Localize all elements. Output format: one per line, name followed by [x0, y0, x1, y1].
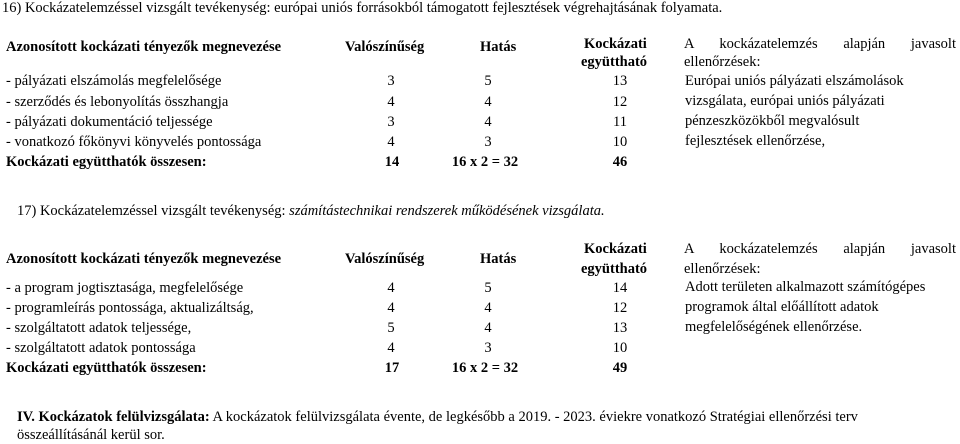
s16-row-4-prob: 4: [387, 134, 395, 150]
s16-row-3-name: - pályázati dokumentáció teljessége: [6, 114, 213, 130]
s17-note-line-1: Adott területen alkalmazott számítógépes: [685, 279, 926, 295]
s17-header-note-1: A kockázatelemzés alapján javasolt: [684, 241, 956, 257]
section-iv-text-1: A kockázatok felülvizsgálata évente, de legkésőbb a 2019. - 2023. éviekre vonatkozó Stratégiai ellenőrzési terv: [209, 409, 858, 425]
s17-row-4-name: - szolgáltatott adatok pontossága: [6, 340, 196, 356]
s16-row-2-name: - szerződés és lebonyolítás összhangja: [6, 94, 229, 110]
s16-row-1-coef: 13: [612, 73, 628, 89]
s17-note-line-2: programok által előállított adatok: [685, 299, 879, 315]
s17-row-3-prob: 5: [387, 320, 395, 336]
s16-header-note-1: A kockázatelemzés alapján javasolt: [684, 36, 956, 52]
s17-row-1-prob: 4: [387, 280, 395, 296]
s17-total-coef: 49: [612, 360, 628, 376]
s17-header-name: Azonosított kockázati tényezők megnevezése: [6, 251, 282, 267]
s17-row-1-impact: 5: [484, 280, 492, 296]
s16-row-4-name: - vonatkozó főkönyvi könyvelés pontossága: [6, 134, 262, 150]
s16-note-line-1: Európai uniós pályázati elszámolások: [685, 73, 904, 89]
s16-row-4-impact: 3: [484, 134, 492, 150]
s17-total-prob: 17: [384, 360, 400, 376]
s16-header-impact: Hatás: [480, 39, 517, 55]
section-iv-label: IV. Kockázatok felülvizsgálata:: [17, 409, 210, 425]
s16-header-probability: Valószínűség: [345, 39, 425, 55]
s17-row-2-prob: 4: [387, 300, 395, 316]
s16-total-name: Kockázati együtthatók összesen:: [6, 154, 207, 170]
s17-row-3-coef: 13: [612, 320, 628, 336]
s16-row-4-coef: 10: [612, 134, 628, 150]
s16-header-coef-2: együttható: [581, 54, 648, 70]
s16-row-1-name: - pályázati elszámolás megfelelősége: [6, 73, 222, 89]
s16-total-impact: 16 x 2 = 32: [451, 154, 519, 170]
s17-header-note-2: ellenőrzések:: [684, 261, 761, 277]
s17-row-4-coef: 10: [612, 340, 628, 356]
s17-row-4-impact: 3: [484, 340, 492, 356]
s16-row-2-coef: 12: [612, 94, 628, 110]
s16-row-2-impact: 4: [484, 94, 492, 110]
s17-header-coef-1: Kockázati: [584, 241, 647, 257]
s17-row-2-name: - programleírás pontossága, aktualizáltság,: [6, 300, 254, 316]
section-16-title: 16) Kockázatelemzéssel vizsgált tevékenység: európai uniós forrásokból támogatott fejlesztések végrehajtásának folyamata.: [2, 0, 723, 16]
s16-header-name: Azonosított kockázati tényezők megnevezése: [6, 39, 282, 55]
s16-total-coef: 46: [612, 154, 628, 170]
s17-header-probability: Valószínűség: [345, 251, 425, 267]
s17-total-name: Kockázati együtthatók összesen:: [6, 360, 207, 376]
s16-note-line-2: vizsgálata, európai uniós pályázati: [685, 93, 885, 109]
s16-row-2-prob: 4: [387, 94, 395, 110]
s16-row-1-impact: 5: [484, 73, 492, 89]
section-17-title: [17, 203, 605, 220]
s16-note-line-3: pénzeszközökből megvalósult: [685, 113, 860, 129]
s16-header-note-2: ellenőrzések:: [684, 54, 761, 70]
s16-row-3-prob: 3: [387, 114, 395, 130]
s17-row-3-name: - szolgáltatott adatok teljessége,: [6, 320, 192, 336]
s16-note-line-4: fejlesztések ellenőrzése,: [685, 133, 826, 149]
section-iv-line-1: [17, 409, 858, 426]
s16-total-prob: 14: [384, 154, 400, 170]
s16-row-3-impact: 4: [484, 114, 492, 130]
s16-row-1-prob: 3: [387, 73, 395, 89]
section-17-title-prefix: 17) Kockázatelemzéssel vizsgált tevékenység:: [17, 203, 290, 219]
s17-note-line-3: megfelelőségének ellenőrzése.: [685, 319, 863, 335]
s17-header-coef-2: együttható: [581, 261, 648, 277]
s16-header-coef-1: Kockázati: [584, 36, 647, 52]
s17-row-2-coef: 12: [612, 300, 628, 316]
s17-row-3-impact: 4: [484, 320, 492, 336]
section-iv-text-2: összeállításánál kerül sor.: [17, 427, 165, 443]
s17-row-4-prob: 4: [387, 340, 395, 356]
s17-row-2-impact: 4: [484, 300, 492, 316]
s17-row-1-name: - a program jogtisztasága, megfelelősége: [6, 280, 244, 296]
s17-row-1-coef: 14: [612, 280, 628, 296]
s17-total-impact: 16 x 2 = 32: [451, 360, 519, 376]
section-17-title-italic: számítástechnikai rendszerek működésének vizsgálata.: [289, 203, 605, 219]
s17-header-impact: Hatás: [480, 251, 517, 267]
s16-row-3-coef: 11: [613, 114, 627, 130]
